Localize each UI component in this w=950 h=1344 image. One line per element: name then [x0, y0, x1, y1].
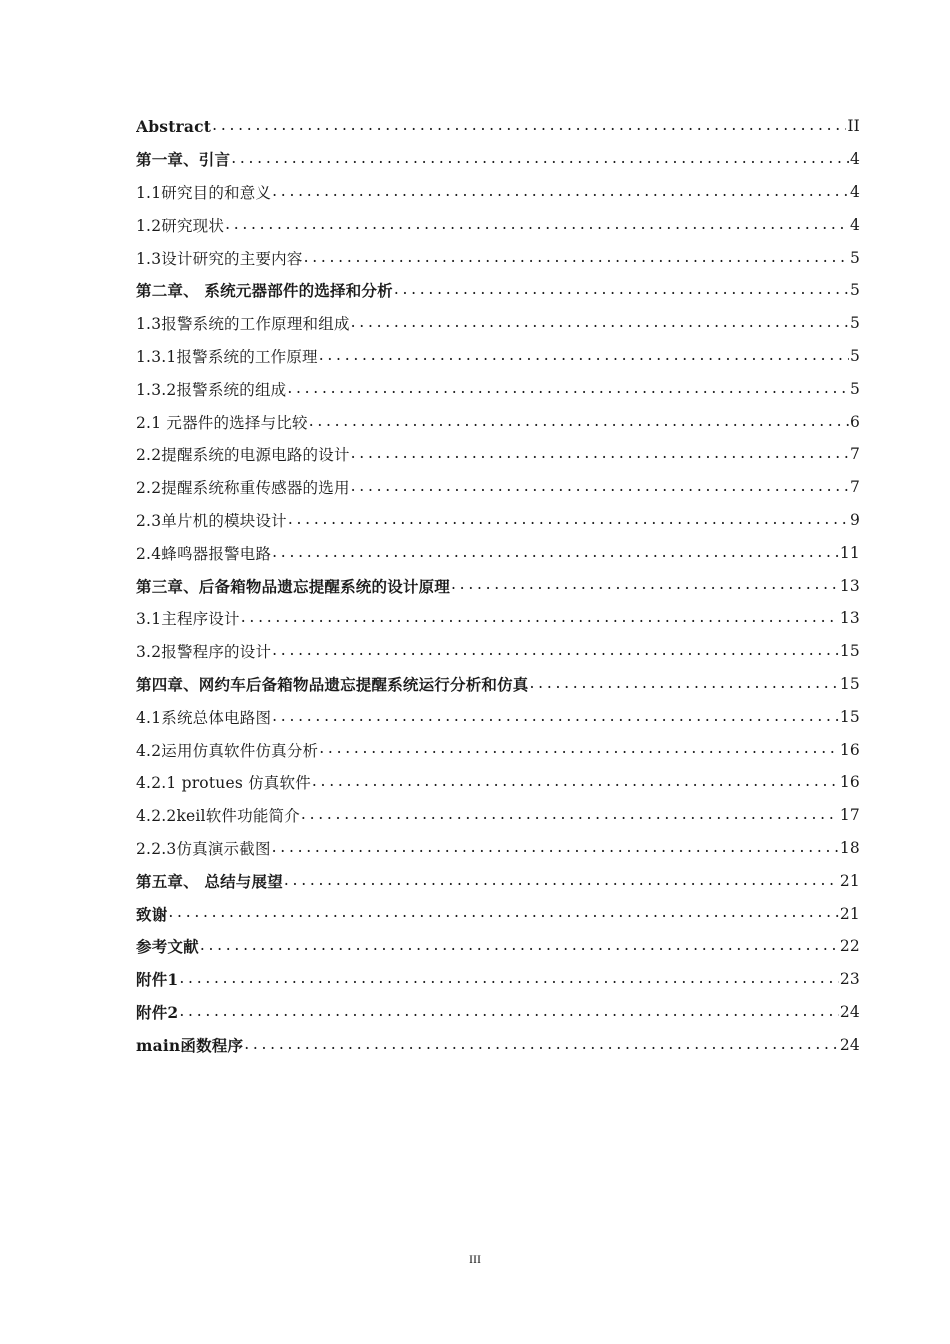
toc-entry-title: main函数程序	[136, 1035, 244, 1055]
toc-entry-page: 23	[839, 970, 860, 989]
toc-leader-dots	[212, 116, 846, 136]
toc-entry[interactable]	[136, 864, 860, 897]
toc-entry-page: 7	[849, 445, 860, 464]
toc-entry[interactable]	[136, 963, 860, 996]
toc-entry-title: 4.2运用仿真软件仿真分析	[136, 741, 319, 760]
table-of-contents	[136, 110, 860, 1061]
toc-entry[interactable]	[136, 307, 860, 340]
toc-entry-title: 2.3单片机的模块设计	[136, 511, 287, 530]
toc-leader-dots	[451, 575, 839, 595]
toc-leader-dots	[272, 707, 839, 727]
toc-entry-page: 4	[849, 182, 860, 201]
toc-entry-page: 5	[849, 281, 860, 300]
toc-entry[interactable]	[136, 405, 860, 438]
toc-entry-page: 4	[849, 150, 860, 169]
toc-leader-dots	[301, 805, 839, 825]
toc-entry[interactable]	[136, 635, 860, 668]
page-number: III	[469, 1252, 481, 1266]
toc-leader-dots	[351, 313, 849, 333]
toc-leader-dots	[200, 936, 839, 956]
toc-entry-title: 1.2研究现状	[136, 216, 225, 235]
toc-leader-dots	[287, 379, 849, 399]
toc-entry[interactable]	[136, 766, 860, 799]
toc-entry-page: II	[847, 117, 860, 136]
toc-entry-page: 21	[839, 871, 860, 890]
toc-entry[interactable]	[136, 274, 860, 307]
toc-entry-page: 4	[849, 215, 860, 234]
toc-entry[interactable]	[136, 340, 860, 373]
toc-entry[interactable]	[136, 143, 860, 176]
toc-entry-title: 第一章、引言	[136, 150, 231, 170]
toc-leader-dots	[168, 903, 838, 923]
toc-leader-dots	[231, 149, 849, 169]
toc-entry[interactable]	[136, 438, 860, 471]
toc-entry[interactable]	[136, 602, 860, 635]
toc-leader-dots	[179, 969, 838, 989]
toc-leader-dots	[272, 641, 839, 661]
toc-entry-title: 2.2.3仿真演示截图	[136, 839, 271, 858]
toc-entry-page: 5	[849, 248, 860, 267]
toc-entry-page: 6	[849, 412, 860, 431]
toc-entry-page: 13	[839, 576, 860, 595]
toc-entry[interactable]	[136, 208, 860, 241]
toc-leader-dots	[225, 215, 849, 235]
toc-entry-title: 4.2.1 protues 仿真软件	[136, 774, 311, 793]
toc-entry-page: 21	[839, 904, 860, 923]
toc-leader-dots	[312, 772, 839, 792]
toc-entry[interactable]	[136, 471, 860, 504]
toc-entry-page: 24	[839, 1002, 860, 1021]
toc-entry-title: 1.1研究目的和意义	[136, 183, 272, 202]
toc-leader-dots	[288, 510, 849, 530]
toc-entry-page: 18	[839, 838, 860, 857]
toc-entry-title: 第三章、后备箱物品遗忘提醒系统的设计原理	[136, 576, 451, 596]
toc-entry[interactable]	[136, 176, 860, 209]
toc-leader-dots	[272, 838, 839, 858]
toc-entry-title: 致谢	[136, 904, 168, 924]
toc-leader-dots	[351, 444, 849, 464]
toc-entry[interactable]	[136, 799, 860, 832]
toc-leader-dots	[179, 1002, 838, 1022]
toc-entry-title: 附件2	[136, 1002, 179, 1022]
toc-entry-title: 2.2提醒系统的电源电路的设计	[136, 446, 350, 465]
toc-entry[interactable]	[136, 241, 860, 274]
toc-entry-title: 2.1 元器件的选择与比较	[136, 413, 308, 432]
toc-entry-page: 15	[839, 642, 860, 661]
toc-entry[interactable]	[136, 536, 860, 569]
toc-leader-dots	[351, 477, 849, 497]
toc-entry[interactable]	[136, 930, 860, 963]
toc-leader-dots	[394, 280, 849, 300]
toc-entry[interactable]	[136, 733, 860, 766]
toc-entry[interactable]	[136, 1028, 860, 1061]
toc-leader-dots	[304, 248, 849, 268]
toc-leader-dots	[244, 1035, 839, 1055]
toc-entry-title: 附件1	[136, 970, 179, 990]
toc-entry[interactable]	[136, 110, 860, 143]
toc-entry[interactable]	[136, 832, 860, 865]
toc-entry[interactable]	[136, 569, 860, 602]
toc-entry-title: 3.2报警程序的设计	[136, 643, 272, 662]
toc-entry-page: 24	[839, 1035, 860, 1054]
toc-entry-title: 4.1系统总体电路图	[136, 708, 272, 727]
toc-entry-title: 3.1主程序设计	[136, 610, 240, 629]
toc-entry[interactable]	[136, 504, 860, 537]
toc-leader-dots	[530, 674, 839, 694]
toc-entry-title: 第五章、 总结与展望	[136, 871, 283, 891]
toc-entry-title: 2.4蜂鸣器报警电路	[136, 544, 272, 563]
toc-entry-page: 15	[839, 707, 860, 726]
toc-entry-title: 第四章、网约车后备箱物品遗忘提醒系统运行分析和仿真	[136, 674, 529, 694]
toc-entry-title: 1.3设计研究的主要内容	[136, 249, 303, 268]
toc-entry-page: 15	[839, 674, 860, 693]
toc-entry[interactable]	[136, 372, 860, 405]
toc-entry-page: 11	[839, 543, 860, 562]
toc-leader-dots	[241, 608, 839, 628]
toc-entry-title: 4.2.2keil软件功能简介	[136, 807, 300, 826]
toc-leader-dots	[284, 871, 839, 891]
toc-entry[interactable]	[136, 996, 860, 1029]
toc-entry[interactable]	[136, 668, 860, 701]
toc-leader-dots	[319, 346, 849, 366]
toc-entry-title: Abstract	[136, 116, 212, 136]
toc-entry-title: 第二章、 系统元器部件的选择和分析	[136, 281, 393, 301]
toc-entry-page: 5	[849, 346, 860, 365]
toc-entry-page: 16	[839, 773, 860, 792]
toc-entry-page: 13	[839, 609, 860, 628]
toc-entry[interactable]	[136, 897, 860, 930]
toc-entry-page: 5	[849, 379, 860, 398]
toc-entry-page: 16	[839, 740, 860, 759]
toc-entry-title: 参考文献	[136, 937, 199, 957]
toc-entry-title: 1.3.1报警系统的工作原理	[136, 347, 318, 366]
toc-entry-page: 17	[839, 806, 860, 825]
toc-entry-page: 7	[849, 478, 860, 497]
toc-leader-dots	[309, 412, 849, 432]
toc-entry-title: 1.3.2报警系统的组成	[136, 380, 287, 399]
toc-entry[interactable]	[136, 700, 860, 733]
toc-entry-page: 22	[839, 937, 860, 956]
toc-leader-dots	[272, 543, 839, 563]
toc-leader-dots	[319, 739, 839, 759]
toc-leader-dots	[272, 182, 849, 202]
toc-entry-title: 1.3报警系统的工作原理和组成	[136, 315, 350, 334]
toc-entry-page: 9	[849, 510, 860, 529]
toc-entry-page: 5	[849, 314, 860, 333]
toc-entry-title: 2.2提醒系统称重传感器的选用	[136, 479, 350, 498]
